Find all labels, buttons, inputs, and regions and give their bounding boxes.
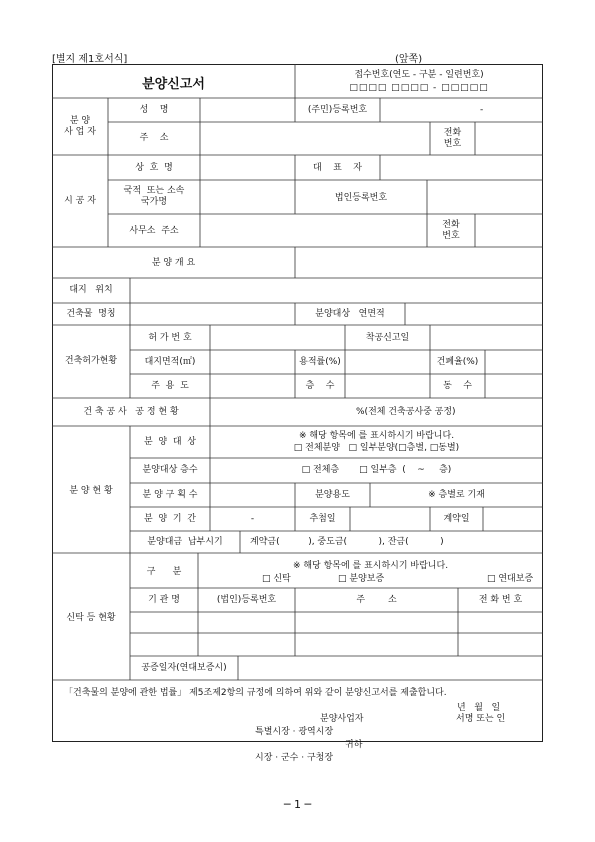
sale-target-options: □ 전체분양 □ 일부분양(□층별, □동별)	[293, 443, 460, 453]
form-number: [별지 제1호서식]	[52, 54, 128, 65]
trust-phone-label: 전 화 번 호	[478, 595, 523, 605]
signature-label: 서명 또는 인	[456, 714, 506, 724]
far-label: 용적률(%)	[299, 357, 341, 367]
contract-date-label: 계약일	[443, 514, 470, 524]
permit-no-label: 허 가 번 호	[148, 333, 192, 343]
site-area-label: 대지면적(㎡)	[144, 357, 196, 367]
recipient-city: 특별시장 · 광역시장	[255, 727, 334, 737]
sale-floors-options: □ 전체층 □ 일부층 ( ~ 층)	[301, 465, 452, 475]
trust-option-guarantee: □ 분양보증	[338, 574, 385, 584]
sale-units-label: 분 양 구 획 수	[142, 490, 198, 500]
permit-section-label: 건축허가현황	[64, 356, 118, 366]
page-side-label: (앞쪽)	[395, 54, 423, 65]
progress-value: %(전체 건축공사중 공정)	[356, 407, 456, 417]
sale-target-label: 분 양 대 상	[144, 437, 196, 447]
declaration-text: 「건축물의 분양에 관한 법률」 제5조제2항의 규정에 의하여 위와 같이 분양신고서를 제출합니다.	[64, 688, 447, 698]
receipt-boxes: □□□□ □□□□ - □□□□□	[349, 83, 489, 93]
sale-usage-note: ※ 층별로 기재	[428, 490, 485, 500]
receipt-label: 접수번호(연도 - 구분 - 일련번호)	[354, 70, 484, 80]
declaration-date: 년 월 일	[457, 703, 501, 713]
builder-nationality-label: 국적 또는 소속 국가명	[123, 186, 185, 207]
sale-floors-label: 분양대상 층수	[142, 465, 198, 475]
seller-address-label: 주 소	[139, 133, 169, 143]
seller-phone-label: 전화 번호	[443, 128, 462, 149]
builder-section-label: 시 공 자	[64, 196, 96, 206]
trust-regno-label: (법인)등록번호	[216, 595, 277, 605]
floor-area-label: 분양대상 연면적	[315, 309, 385, 319]
notary-date-label: 공증일자(연대보증시)	[141, 663, 227, 673]
recipient-honorific: 귀하	[345, 740, 363, 750]
buildings-label: 동 수	[443, 381, 472, 391]
sale-period-label: 분 양 기 간	[144, 514, 196, 524]
overview-title: 분 양 개 요	[151, 258, 196, 268]
builder-rep-label: 대 표 자	[313, 163, 362, 173]
seller-regno-label: (주민)등록번호	[307, 105, 368, 115]
payment-timing-label: 분양대금 납부시기	[147, 537, 223, 547]
trust-address-label: 주 소	[356, 595, 397, 605]
payment-timing-value: 계약금( ), 중도금( ), 잔금( )	[250, 537, 444, 547]
start-date-label: 착공신고일	[365, 333, 410, 343]
main-use-label: 주 용 도	[151, 381, 189, 391]
builder-corpno-label: 법인등록번호	[334, 193, 388, 203]
builder-phone-label: 전화 번호	[442, 220, 460, 241]
page-number: ─ 1 ─	[283, 798, 312, 811]
trust-type-label: 구 분	[146, 567, 182, 577]
form-title: 분양신고서	[142, 77, 205, 92]
regno-dash: -	[480, 105, 484, 115]
lottery-date-label: 추첨일	[309, 514, 336, 524]
floors-label: 층 수	[305, 381, 335, 391]
seller-name-label: 성 명	[139, 105, 169, 115]
building-name-label: 건축물 명칭	[66, 309, 116, 319]
sale-section-label: 분 양 현 황	[69, 486, 113, 496]
builder-office-label: 사무소 주소	[129, 226, 179, 236]
builder-company-label: 상 호 명	[135, 163, 173, 173]
sale-target-note: ※ 해당 항목에 를 표시하시기 바랍니다.	[298, 431, 455, 441]
bcr-label: 건폐율(%)	[436, 357, 479, 367]
trust-org-label: 기 관 명	[148, 595, 180, 605]
progress-label: 건 축 공 사 공 정 현 황	[83, 407, 179, 417]
seller-section-label: 분 양 사 업 자	[64, 116, 96, 137]
sale-usage-label: 분양용도	[315, 490, 350, 500]
trust-section-label: 신탁 등 현황	[66, 613, 116, 623]
applicant-label: 분양사업자	[320, 714, 364, 724]
trust-option-joint: □ 연대보증	[487, 574, 534, 584]
trust-type-note: ※ 해당 항목에 를 표시하시기 바랍니다.	[292, 561, 449, 571]
sale-period-dash: -	[250, 514, 255, 524]
trust-option-trust: □ 신탁	[262, 574, 291, 584]
site-location-label: 대지 위치	[69, 285, 113, 295]
recipient-local: 시장 · 군수 · 구청장	[255, 753, 334, 763]
